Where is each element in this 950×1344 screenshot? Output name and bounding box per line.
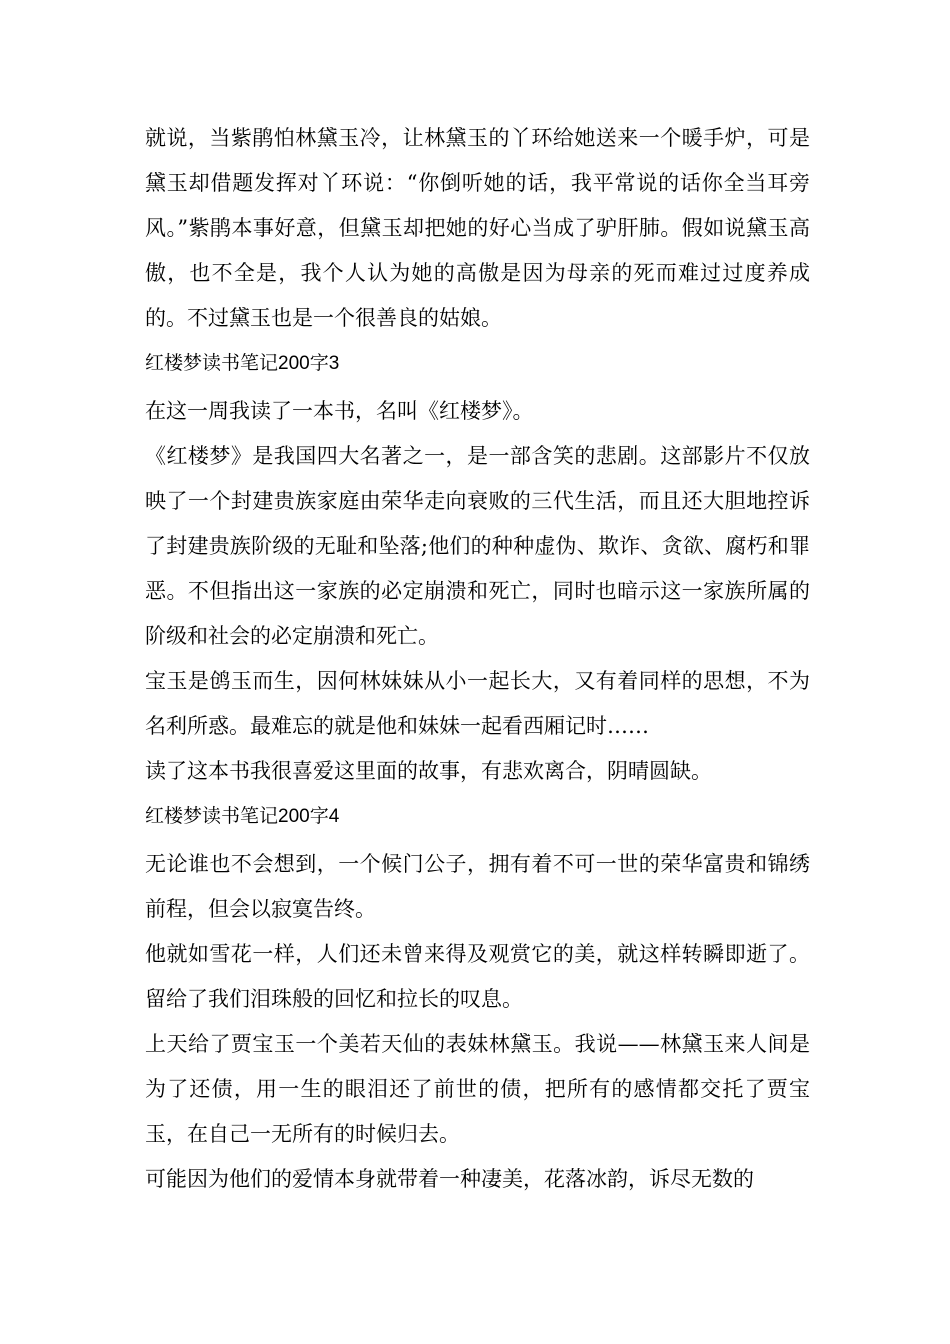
paragraph-snowflake: 他就如雪花一样，人们还未曾来得及观赏它的美，就这样转瞬即逝了。留给了我们泪珠般的回忆和拉长的叹息。: [145, 942, 810, 1011]
paragraph-baoyu: 宝玉是鸧玉而生，因何林妹妹从小一起长大，又有着同样的思想，不为名利所惑。最难忘的就是他和妹妹一起看西厢记时……: [145, 669, 810, 738]
section-heading-notes-4: 红楼梦读书笔记200字4: [145, 806, 340, 827]
paragraph-love-beauty: 可能因为他们的爱情本身就带着一种凄美，花落冰韵，诉尽无数的: [145, 1167, 754, 1191]
section-heading-notes-3: 红楼梦读书笔记200字3: [145, 353, 340, 374]
paragraph-story-liking: 读了这本书我很喜爱这里面的故事，有悲欢离合，阴晴圆缺。: [145, 759, 712, 783]
document-body: [145, 116, 810, 1202]
paragraph-cousin-daiyu: 上天给了贾宝玉一个美若天仙的表妹林黛玉。我说——林黛玉来人间是为了还债，用一生的眼泪还了前世的债，把所有的感情都交托了贾宝玉，在自己一无所有的时候归去。: [145, 1032, 810, 1146]
paragraph-read-this-week: 在这一周我读了一本书，名叫《红楼梦》。: [145, 399, 534, 423]
paragraph-four-classics: 《红楼梦》是我国四大名著之一，是一部含笑的悲剧。这部影片不仅放映了一个封建贵族家庭由荣华走向衰败的三代生活，而且还大胆地控诉了封建贵族阶级的无耻和坠落;他们的种种虚伪、欺诈、贪欲、腐朽和罪恶。不但指出这一家族的必定崩溃和死亡，同时也暗示这一家族所属的阶级和社会的必定崩溃和死亡。: [145, 444, 810, 648]
paragraph-noble-son: 无论谁也不会想到，一个候门公子，拥有着不可一世的荣华富贵和锦绣前程，但会以寂寞告终。: [145, 852, 810, 921]
paragraph-daiyu-character: 就说，当紫鹃怕林黛玉冷，让林黛玉的丫环给她送来一个暖手炉，可是黛玉却借题发挥对丫环说：“你倒听她的话，我平常说的话你全当耳旁风。”紫鹃本事好意，但黛玉却把她的好心当成了驴肝肺。假如说黛玉高傲，也不全是，我个人认为她的高傲是因为母亲的死而难过过度养成的。不过黛玉也是一个很善良的姑娘。: [145, 126, 810, 330]
